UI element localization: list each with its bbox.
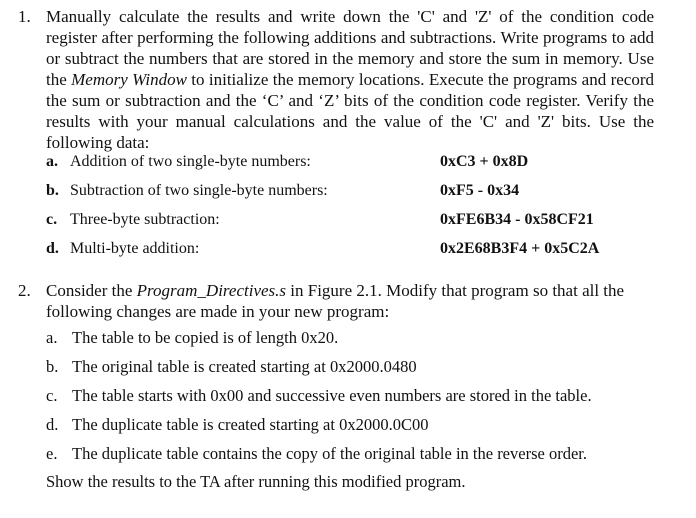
data-item-description: Subtraction of two single-byte numbers: [70, 182, 328, 199]
change-item-text: The table to be copied is of length 0x20. [72, 328, 339, 347]
question-1-number: 1. [18, 7, 31, 26]
change-item-label: a. [46, 328, 58, 347]
change-item-text: The original table is created starting at 0x2000.0480 [72, 357, 417, 376]
data-item-label: c. [46, 211, 58, 228]
change-item-text: The duplicate table contains the copy of the original table in the reverse order. [72, 444, 587, 463]
program-file-name: Program_Directives.s [136, 281, 287, 300]
data-item-label: b. [46, 182, 59, 199]
question-2-intro-start: Consider the [46, 281, 137, 300]
data-item-value: 0xC3 + 0x8D [440, 153, 529, 170]
change-item-label: e. [46, 444, 58, 463]
question-2-number: 2. [18, 281, 31, 300]
question-2-text [46, 280, 654, 322]
question-1-intro-end: to initialize the memory locations. Execute the programs and record the sum or subtraction and the ‘C’ and ‘Z’ bits of the condition code register. Verify the results with your manual calculations and the value of the 'C' and 'Z' bits. Use the following data: [46, 70, 654, 152]
change-item-text: The table starts with 0x00 and successive even numbers are stored in the table. [72, 386, 592, 405]
data-item-label: a. [46, 153, 58, 170]
question-1-intro-start: Manually calculate the results and write down the 'C' and 'Z' of the condition code register after performing the following additions and subtractions. Write programs to add or subtract the numbers that are stored in the memory and store the sum in memory. Use the [46, 7, 654, 89]
data-item-value: 0xF5 - 0x34 [440, 182, 520, 199]
question-2-intro-end: in Figure 2.1. Modify that program so that all the following changes are made in your new program: [46, 281, 625, 321]
data-item-description: Three-byte subtraction: [70, 211, 220, 228]
change-item-text: The duplicate table is created starting at 0x2000.0C00 [72, 415, 429, 434]
data-item-label: d. [46, 240, 59, 257]
question-1-text [46, 6, 654, 153]
change-item-label: c. [46, 386, 58, 405]
data-item-value: 0x2E68B3F4 + 0x5C2A [440, 240, 600, 257]
data-item-description: Addition of two single-byte numbers: [70, 153, 311, 170]
change-item-label: b. [46, 357, 59, 376]
data-item-description: Multi-byte addition: [70, 240, 200, 257]
change-item-label: d. [46, 415, 59, 434]
closing-instruction: Show the results to the TA after running this modified program. [46, 472, 466, 491]
data-item-value: 0xFE6B34 - 0x58CF21 [440, 211, 594, 228]
memory-window-term: Memory Window [71, 70, 187, 89]
